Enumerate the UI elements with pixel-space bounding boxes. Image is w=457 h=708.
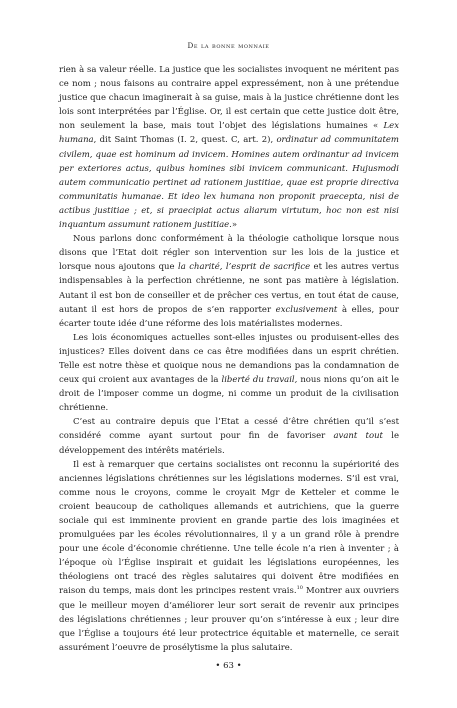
italic-text: ordinatur ad communitatem civilem, quae est hominum ad invicem. Homines autem ordinantur ad invicem per exteriores actus, quibus homines sibi invicem communicant. Hujusmodi autem communicatio pertinet ad rationem justitiae, quae est proprie directiva communitatis humanae. Et ideo lex humana non proponit praecepta, nisi de actibus justitiae ; et, si praecipiat actus aliarum virtutum, hoc non est nisi inquantum assumunt rationem justitiae. [59,135,399,231]
italic-text: exclusivement [275,304,338,315]
footnote-ref: 10 [296,585,303,592]
paragraph [59,415,399,457]
text-run: Les lois économiques actuelles sont-elles injustes ou produisent-elles des injustices? Elles doivent dans ce cas être modifiées dans un esprit chrétien. Telle est notre thèse et quoique nous ne demandions pas la condamnation de ceux qui croient aux avantages de la [59,332,399,386]
running-head: De la bonne monnaie [187,41,270,50]
paragraph [59,63,399,232]
page-number: • 63 • [215,661,242,671]
italic-text: Lex humana [59,121,399,146]
paragraph [59,458,399,655]
text-run: » [231,220,238,231]
italic-text: avant tout [333,431,383,442]
text-run: C’est au contraire depuis que l’Etat a cessé d’être chrétien qu’il s’est considéré comme ayant surtout pour fin de favoriser [59,417,399,442]
text-run: et les autres vertus indispensables à la perfection chrétienne, ne sont pas matière à législation. Autant il est bon de conseiller et de prêcher ces vertus, en tout état de cause, autant il est hors de propos de s’en rapporter [59,262,399,315]
text-run: Nous parlons donc conformément à la théologie catholique lorsque nous disons que l’Etat doit régler son intervention sur les lois de la justice et lorsque nous ajoutons que [59,234,399,273]
italic-text: liberté du travail, [221,375,298,386]
paragraph [59,331,399,416]
italic-text: la charité, l’esprit de sacrifice [178,262,311,273]
text-run: le développement des intérêts matériels. [59,431,400,456]
text-run: Il est à remarquer que certains socialistes ont reconnu la supériorité des anciennes législations chrétiennes sur les législations modernes. S’il est vrai, comme nous le croyons, comme le croyait Mgr de Ketteler et comme le croient beaucoup de catholiques allemands et autrichiens, que la guerre sociale qui est imminente provient en grande partie des lois imaginées et promulguées par les écoles révolutionnaires, il y a un grand rôle à prendre pour une école d’économie chrétienne. Une telle école n’a rien à inventer ; à l’époque où l’Église inspirait et guidait les législations européennes, les théologiens ont tracé des règles salutaires qui doivent être modifiées en raison du temps, mais dont les principes restent vrais. [59,459,399,597]
paragraph [59,232,399,331]
body-text [59,63,399,655]
text-run: , dit Saint Thomas (I. 2, quest. C, art. 2), [93,135,277,146]
text-run: nous nions qu’on ait le droit de l’imposer comme un dogme, ni comme un produit de la civilisation chrétienne. [59,375,399,414]
text-run: Montrer aux ouvriers que le meilleur moyen d’améliorer leur sort serait de revenir aux principes des législations chrétiennes ; leur prouver qu’on s’intéresse à eux ; leur dire que l’Église a toujours été leur protectrice équitable et maternelle, ce serait assurément l’oeuvre de prosélytisme la plus salutaire. [59,586,399,653]
text-run: rien à sa valeur réelle. La justice que les socialistes invoquent ne méritent pas ce nom ; nous faisons au contraire appel expressément, non à une prétendue justice que chacun imaginerait à sa guise, mais à la justice chrétienne dont les lois sont interprétées par l’Église. Or, il est certain que cette justice doit être, non seulement la base, mais tout l’objet des législations humaines « [59,65,399,132]
text-run: à elles, pour écarter toute idée d’une réforme des lois matérialistes modernes. [59,304,399,329]
